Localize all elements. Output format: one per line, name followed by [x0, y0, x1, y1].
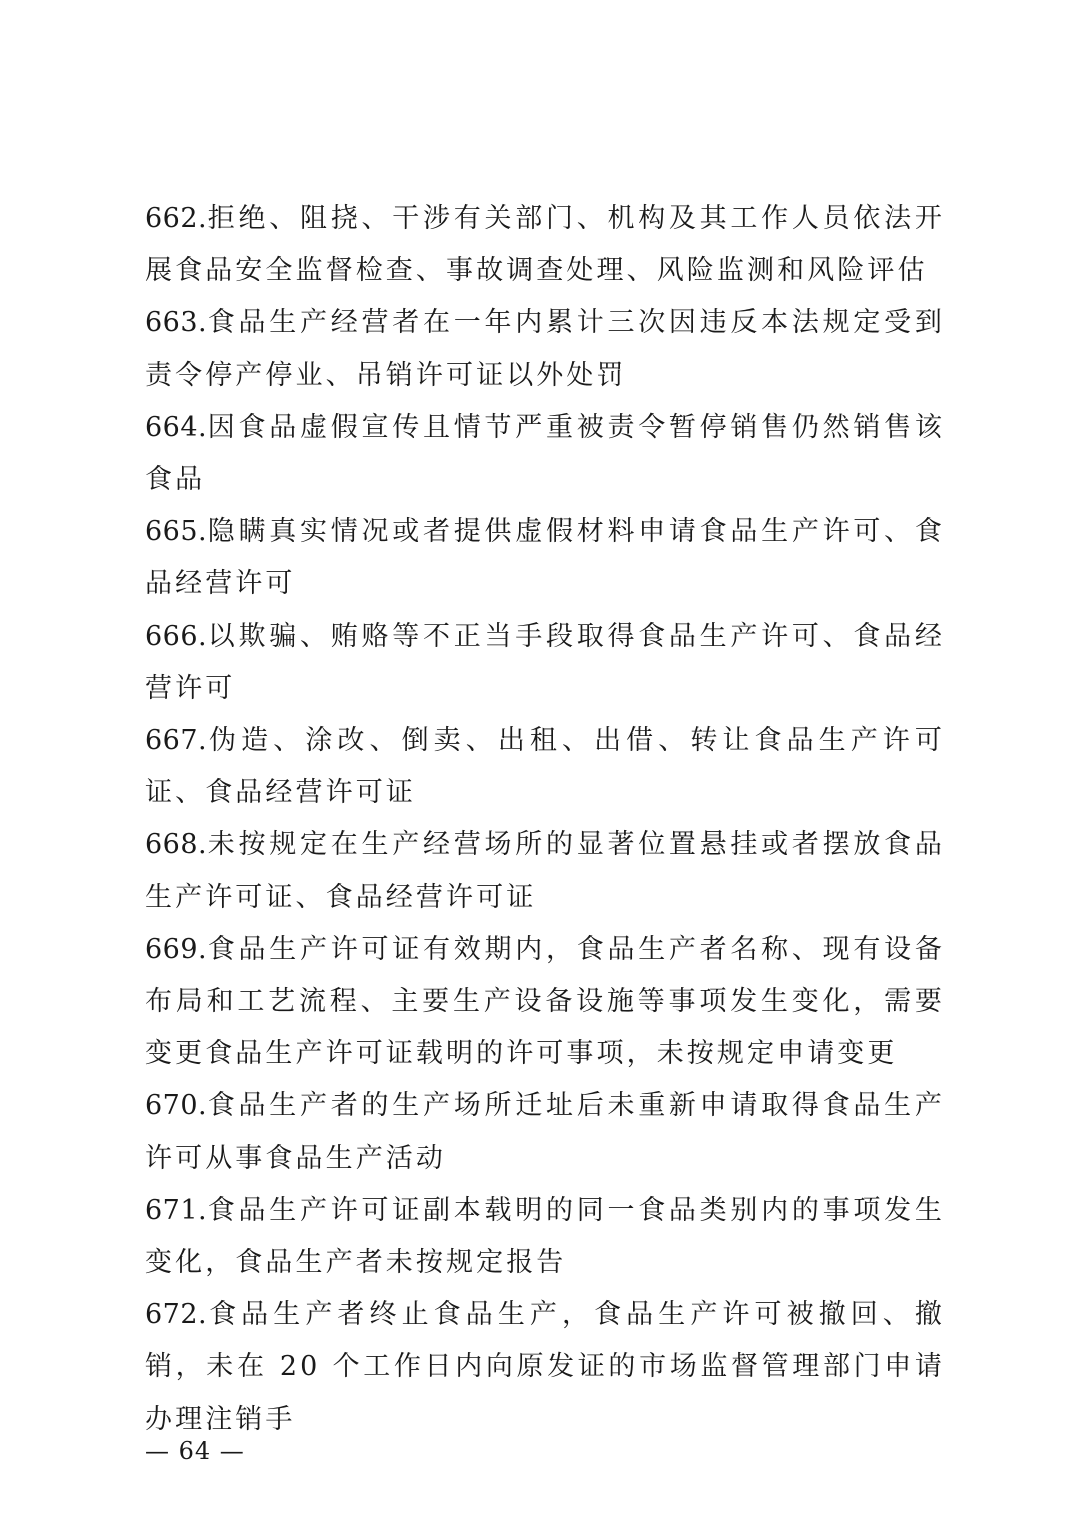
item-number: 669.	[145, 933, 208, 965]
item-text: 食品生产许可证有效期内，食品生产者名称、现有设备布局和工艺流程、主要生产设备设施等事项发生变化，需要变更食品生产许可证载明的许可事项，未按规定申请变更	[145, 933, 945, 1070]
item-text: 食品生产者终止食品生产，食品生产许可被撤回、撤销，未在 20 个工作日内向原发证的市场监督管理部门申请办理注销手	[145, 1299, 945, 1435]
item-number: 667.	[145, 725, 208, 757]
list-item	[145, 402, 945, 506]
item-text: 未按规定在生产经营场所的显著位置悬挂或者摆放食品生产许可证、食品经营许可证	[145, 829, 945, 913]
item-number: 662.	[145, 203, 208, 234]
list-item	[145, 715, 945, 819]
list-item	[145, 819, 945, 923]
item-number: 664.	[145, 411, 208, 443]
list-item	[145, 1185, 945, 1289]
item-list	[145, 193, 945, 1446]
item-text: 以欺骗、贿赂等不正当手段取得食品生产许可、食品经营许可	[145, 620, 945, 704]
page-number: — 64 —	[145, 1437, 245, 1465]
item-text: 食品生产经营者在一年内累计三次因违反本法规定受到责令停产停业、吊销许可证以外处罚	[145, 307, 945, 391]
list-item	[145, 506, 945, 610]
list-item	[145, 924, 945, 1081]
item-text: 食品生产许可证副本载明的同一食品类别内的事项发生变化，食品生产者未按规定报告	[145, 1194, 945, 1279]
item-text: 食品生产者的生产场所迁址后未重新申请取得食品生产许可从事食品生产活动	[145, 1090, 945, 1174]
item-text: 隐瞒真实情况或者提供虚假材料申请食品生产许可、食品经营许可	[145, 516, 945, 600]
item-number: 665.	[145, 516, 208, 548]
item-text: 伪造、涂改、倒卖、出租、出借、转让食品生产许可证、食品经营许可证	[145, 725, 945, 809]
list-item	[145, 1080, 945, 1184]
item-text: 拒绝、阻挠、干涉有关部门、机构及其工作人员依法开展食品安全监督检查、事故调查处理、风险监测和风险评估	[145, 203, 945, 287]
item-number: 668.	[145, 829, 208, 861]
list-item	[145, 297, 945, 401]
item-number: 672.	[145, 1299, 208, 1331]
list-item	[145, 1289, 945, 1446]
list-item	[145, 611, 945, 715]
item-number: 671.	[145, 1194, 208, 1226]
item-number: 670.	[145, 1090, 208, 1122]
item-text: 因食品虚假宣传且情节严重被责令暂停销售仍然销售该食品	[145, 411, 945, 496]
item-number: 663.	[145, 307, 208, 339]
item-number: 666.	[145, 620, 208, 652]
list-item	[145, 193, 945, 297]
